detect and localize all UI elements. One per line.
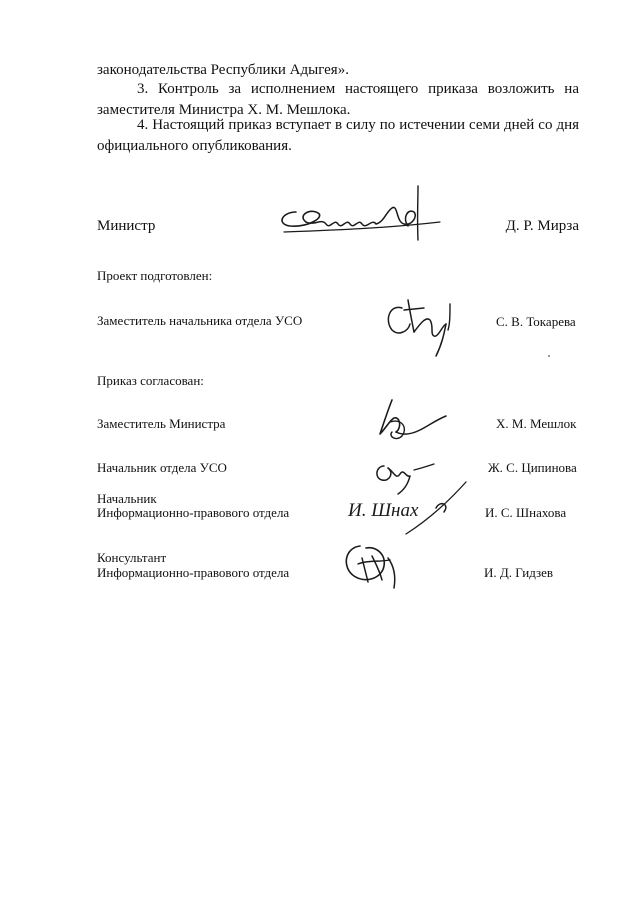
paragraph-4 xyxy=(97,115,579,157)
paragraph-3-line-1: 3. Контроль за исполнением настоящего приказа возложить на xyxy=(137,81,579,97)
signer-position: Начальник xyxy=(97,491,157,506)
minister-label: Министр xyxy=(97,218,156,234)
signer-1-signature xyxy=(372,388,452,444)
prepared-signature xyxy=(380,290,460,362)
signer-name: Ж. С. Ципинова xyxy=(488,460,577,475)
minister-signature xyxy=(268,182,444,244)
signature-handwriting: И. Шнах xyxy=(348,500,419,521)
paragraph-text: законодательства Республики Адыгея». xyxy=(97,62,349,78)
agreed-heading: Приказ согласован: xyxy=(97,373,204,388)
minister-name: Д. Р. Мирза xyxy=(505,218,579,234)
signer-position: Заместитель Министра xyxy=(97,416,226,431)
signer-4-signature xyxy=(332,530,422,592)
paragraph-4-line-1: 4. Настоящий приказ вступает в силу по истечении семи дней со дня xyxy=(137,117,579,133)
signer-department: Информационно-правового отдела xyxy=(97,505,290,520)
scan-dot xyxy=(548,355,550,357)
paragraph-4-line-2: официального опубликования. xyxy=(97,138,292,154)
signer-position: Консультант xyxy=(97,550,167,565)
prepared-name: С. В. Токарева xyxy=(496,314,576,329)
signer-position: Начальник отдела УСО xyxy=(97,460,227,475)
signer-name: Х. М. Мешлок xyxy=(496,416,577,431)
prepared-position: Заместитель начальника отдела УСО xyxy=(97,313,303,328)
signer-name: И. Д. Гидзев xyxy=(484,565,554,580)
signer-3-signature xyxy=(340,478,472,534)
prepared-heading: Проект подготовлен: xyxy=(97,268,213,283)
signer-department: Информационно-правового отдела xyxy=(97,565,290,580)
paragraph-continuation xyxy=(97,60,579,81)
paragraph-3-line-2: заместителя Министра Х. М. Мешлока. xyxy=(97,102,351,118)
signer-name: И. С. Шнахова xyxy=(485,505,567,520)
